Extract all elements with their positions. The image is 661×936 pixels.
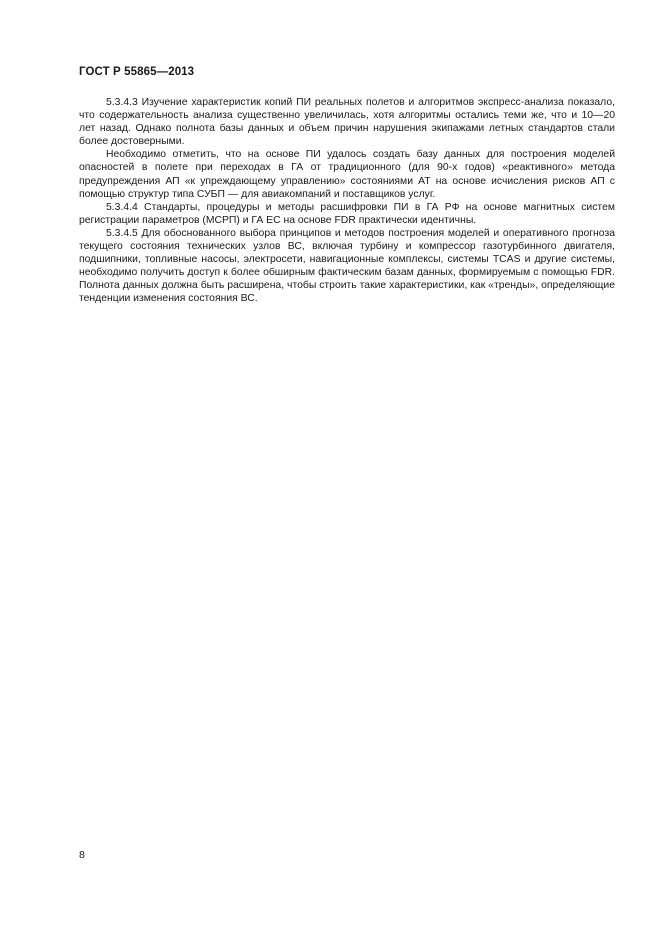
document-body xyxy=(79,96,615,306)
paragraph-note: Необходимо отметить, что на основе ПИ удалось создать базу данных для построения моделей опасностей в полете при переходах в ГА от традиционного (для 90-х годов) «реактивного» метода предупреждения АП «к упреждающему управлению» состояниями АТ на основе исчисления рисков АП с помощью структур типа СУБП — для авиакомпаний и поставщиков услуг. xyxy=(79,149,615,200)
document-header: ГОСТ Р 55865—2013 xyxy=(79,66,195,78)
page-number: 8 xyxy=(79,849,85,861)
paragraph-5-3-4-5: 5.3.4.5 Для обоснованного выбора принципов и методов построения моделей и оперативного прогноза текущего состояния технических узлов ВС, включая турбину и компрессор газотурбинного двигателя, подшипники, топливные насосы, электросети, навигационные комплексы, системы TCAS и другие системы, необходимо получить доступ к более обширным фактическим базам данных, формируемым с помощью FDR. Полнота данных должна быть расширена, чтобы строить такие характеристики, как «тренды», определяющие тенденции изменения состояния ВС. xyxy=(79,227,615,305)
paragraph-5-3-4-3: 5.3.4.3 Изучение характеристик копий ПИ реальных полетов и алгоритмов экспресс-анализа показало, что содержательность анализа существенно увеличилась, хотя алгоритмы остались теми же, что и 10—20 лет назад. Однако полнота базы данных и объем причин нарушения экипажами летных стандартов стали более достоверными. xyxy=(79,97,615,148)
paragraph-5-3-4-4: 5.3.4.4 Стандарты, процедуры и методы расшифровки ПИ в ГА РФ на основе магнитных систем регистрации параметров (МСРП) и ГА ЕС на основе FDR практически идентичны. xyxy=(79,201,615,226)
